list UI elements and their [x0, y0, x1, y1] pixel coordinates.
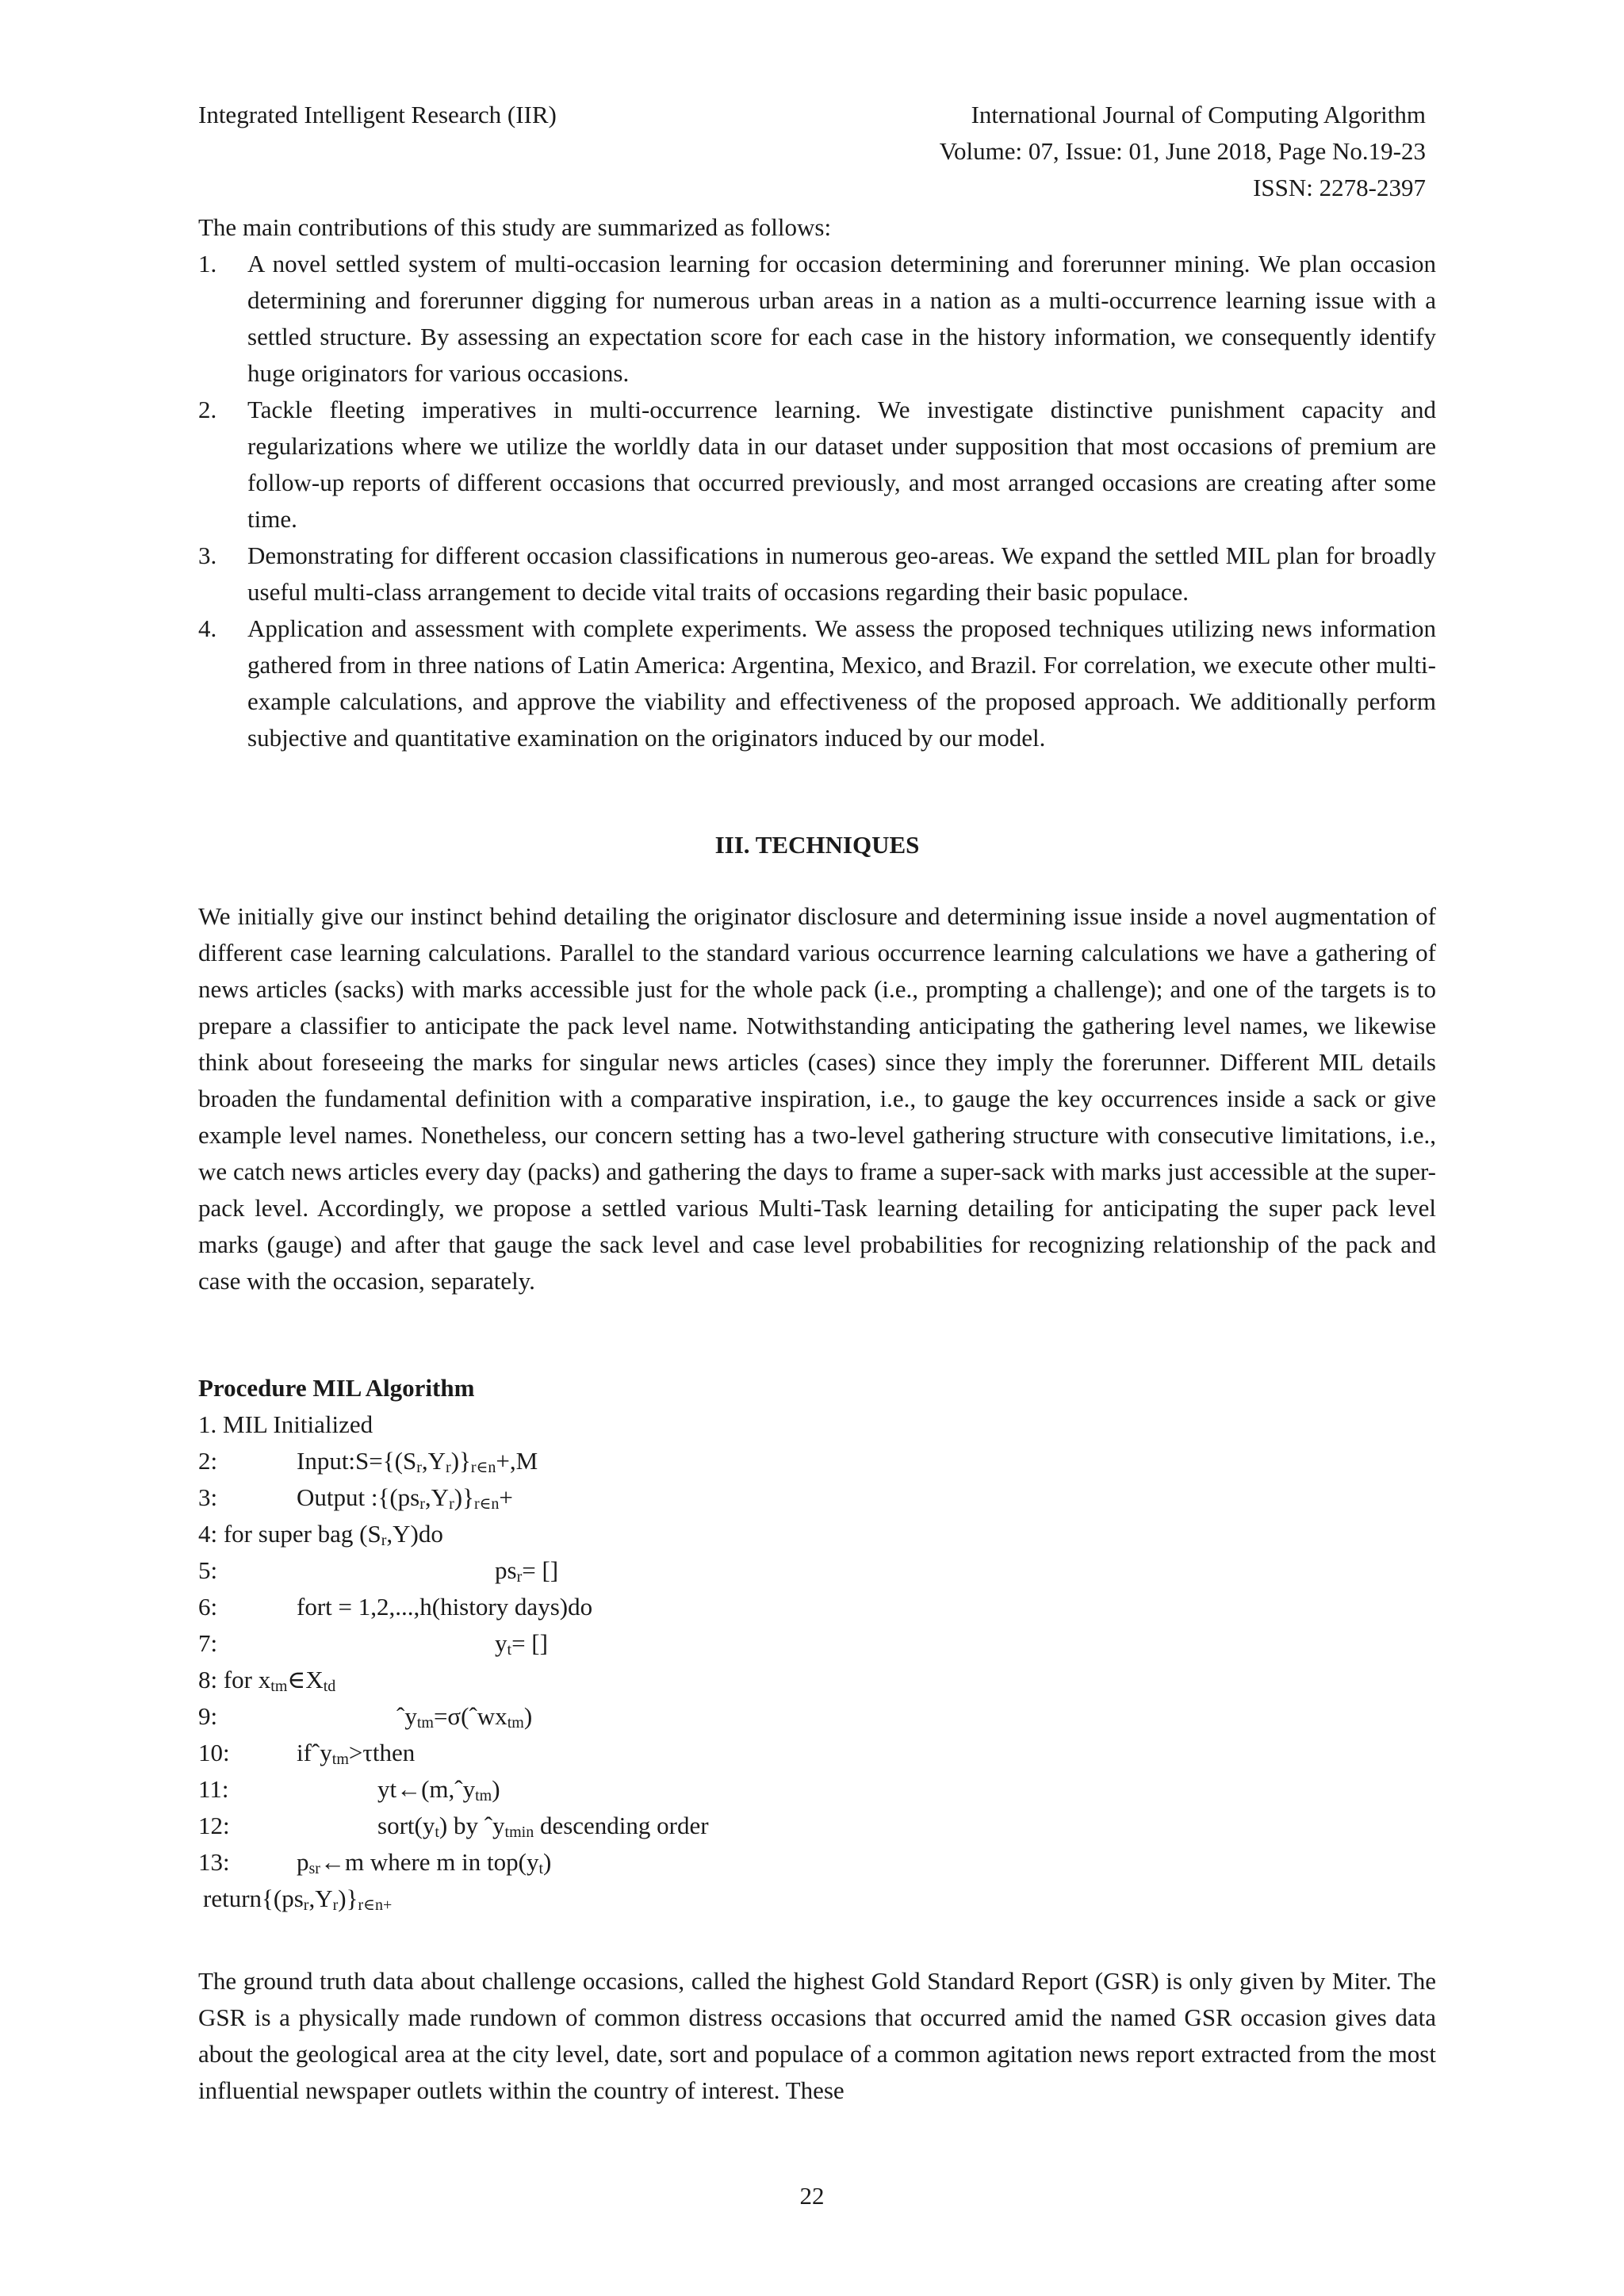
algorithm-line: 1. MIL Initialized: [198, 1410, 373, 1438]
algorithm-line: 4: for super bag $(S_r,Y)do$: [198, 1520, 443, 1549]
header-volume: Volume: 07, Issue: 01, June 2018, Page No.19-23: [939, 137, 1426, 165]
list-item: [198, 538, 1436, 610]
page-number: 22: [799, 2182, 825, 2210]
list-item-text: Tackle fleeting imperatives in multi-occurrence learning. We investigate distinctive punishment capacity and regularizations where we utilize the worldly data in our dataset under supposition that most occasions of premium are follow-up reports of different occasions that occurred previously, and most arranged occasions are creating after some time.: [247, 396, 1436, 533]
list-item-number: 4.: [198, 614, 217, 642]
algorithm-line: 2: $Input:S=\{(S_r,Y_r)\}_{r\in n}+,M$: [198, 1447, 538, 1476]
list-item-number: 1.: [198, 250, 217, 277]
list-item: [198, 392, 1436, 538]
list-item-number: 3.: [198, 541, 217, 569]
algorithm-line: 9: ˆy$_{tm}$=σ(ˆwx$_{tm}$): [198, 1702, 533, 1732]
algorithm-line: 13: $p_{sr}\leftarrow m$ where m in $top(y_t)$: [198, 1848, 552, 1877]
contributions-intro: The main contributions of this study are summarized as follows:: [198, 213, 832, 241]
algorithm-block: [198, 1370, 1436, 1917]
section-heading: III. TECHNIQUES: [714, 831, 920, 859]
header-issn: ISSN: 2278-2397: [1253, 174, 1426, 201]
algorithm-line: 3: Output $:\{(ps_r,Y_r)\}_{r\in n}+$: [198, 1483, 513, 1513]
list-item-text: Demonstrating for different occasion classifications in numerous geo-areas. We expand the settled MIL plan for broadly useful multi-class arrangement to decide vital traits of occasions regarding their basic populace.: [247, 541, 1436, 606]
algorithm-line: $return\{(ps_r,Y_r)\}_{r\in n+}$: [203, 1885, 393, 1914]
algorithm-line: 5: $ps_r=$ []: [198, 1556, 559, 1586]
algorithm-line: 7: $y_t=$ []: [198, 1629, 548, 1659]
algorithm-line: 6: fort = 1,2,...,h(history days)do: [198, 1593, 593, 1621]
techniques-paragraph: We initially give our instinct behind detailing the originator disclosure and determining issue inside a novel augmentation of different case learning calculations. Parallel to the standard various occurrence learning calculations we have a gathering of news articles (sacks) with marks accessible just for the whole pack (i.e., prompting a challenge); and one of the targets is to prepare a classifier to anticipate the pack level name. Notwithstanding anticipating the gathering level names, we likewise think about foreseeing the marks for singular news articles (cases) since they imply the forerunner. Different MIL details broaden the fundamental definition with a comparative inspiration, i.e., to gauge the key occurrences inside a sack or give example level names. Nonetheless, our concern setting has a two-level gathering structure with consecutive limitations, i.e., we catch news articles every day (packs) and gathering the days to frame a super-sack with marks just accessible at the super-pack level. Accordingly, we propose a settled various Multi-Task learning detailing for anticipating the super pack level marks (gauge) and after that gauge the sack level and case level probabilities for recognizing relationship of the pack and case with the occasion, separately.: [198, 902, 1436, 1295]
contributions-list: [198, 246, 1436, 756]
algorithm-line: 11: yt←(m,ˆy$_{tm}$): [198, 1775, 500, 1804]
header-journal-short: Integrated Intelligent Research (IIR): [198, 101, 557, 128]
algorithm-title: Procedure MIL Algorithm: [198, 1374, 475, 1402]
algorithm-line: 8: for $x_{tm}\in X_{td}$: [198, 1666, 336, 1695]
list-item-text: A novel settled system of multi-occasion learning for occasion determining and forerunner mining. We plan occasion determining and forerunner digging for numerous urban areas in a nation as a multi-occurrence learning issue with a settled structure. By assessing an expectation score for each case in the history information, we consequently identify huge originators for various occasions.: [247, 250, 1436, 387]
header-journal-title: International Journal of Computing Algorithm: [971, 101, 1426, 128]
header-journal-info: [940, 97, 1426, 206]
list-item: [198, 246, 1436, 392]
gsr-paragraph: The ground truth data about challenge occasions, called the highest Gold Standard Report (GSR) is only given by Miter. The GSR is a physically made rundown of common distress occasions that occurred amid the named GSR occasion gives data about the geological area at the city level, date, sort and populace of a common agitation news report extracted from the most influential newspaper outlets within the country of interest. These: [198, 1967, 1436, 2104]
algorithm-line: 12: $sort(y_t)$ by ˆy$_{tmin}$ descending order: [198, 1812, 709, 1841]
list-item: [198, 610, 1436, 756]
algorithm-line: 10: ifˆy$_{tm}$>τthen: [198, 1739, 416, 1768]
list-item-number: 2.: [198, 396, 217, 423]
list-item-text: Application and assessment with complete experiments. We assess the proposed techniques utilizing news information gathered from in three nations of Latin America: Argentina, Mexico, and Brazil. For correlation, we execute other multi-example calculations, and approve the viability and effectiveness of the proposed approach. We additionally perform subjective and quantitative examination on the originators induced by our model.: [247, 614, 1436, 752]
